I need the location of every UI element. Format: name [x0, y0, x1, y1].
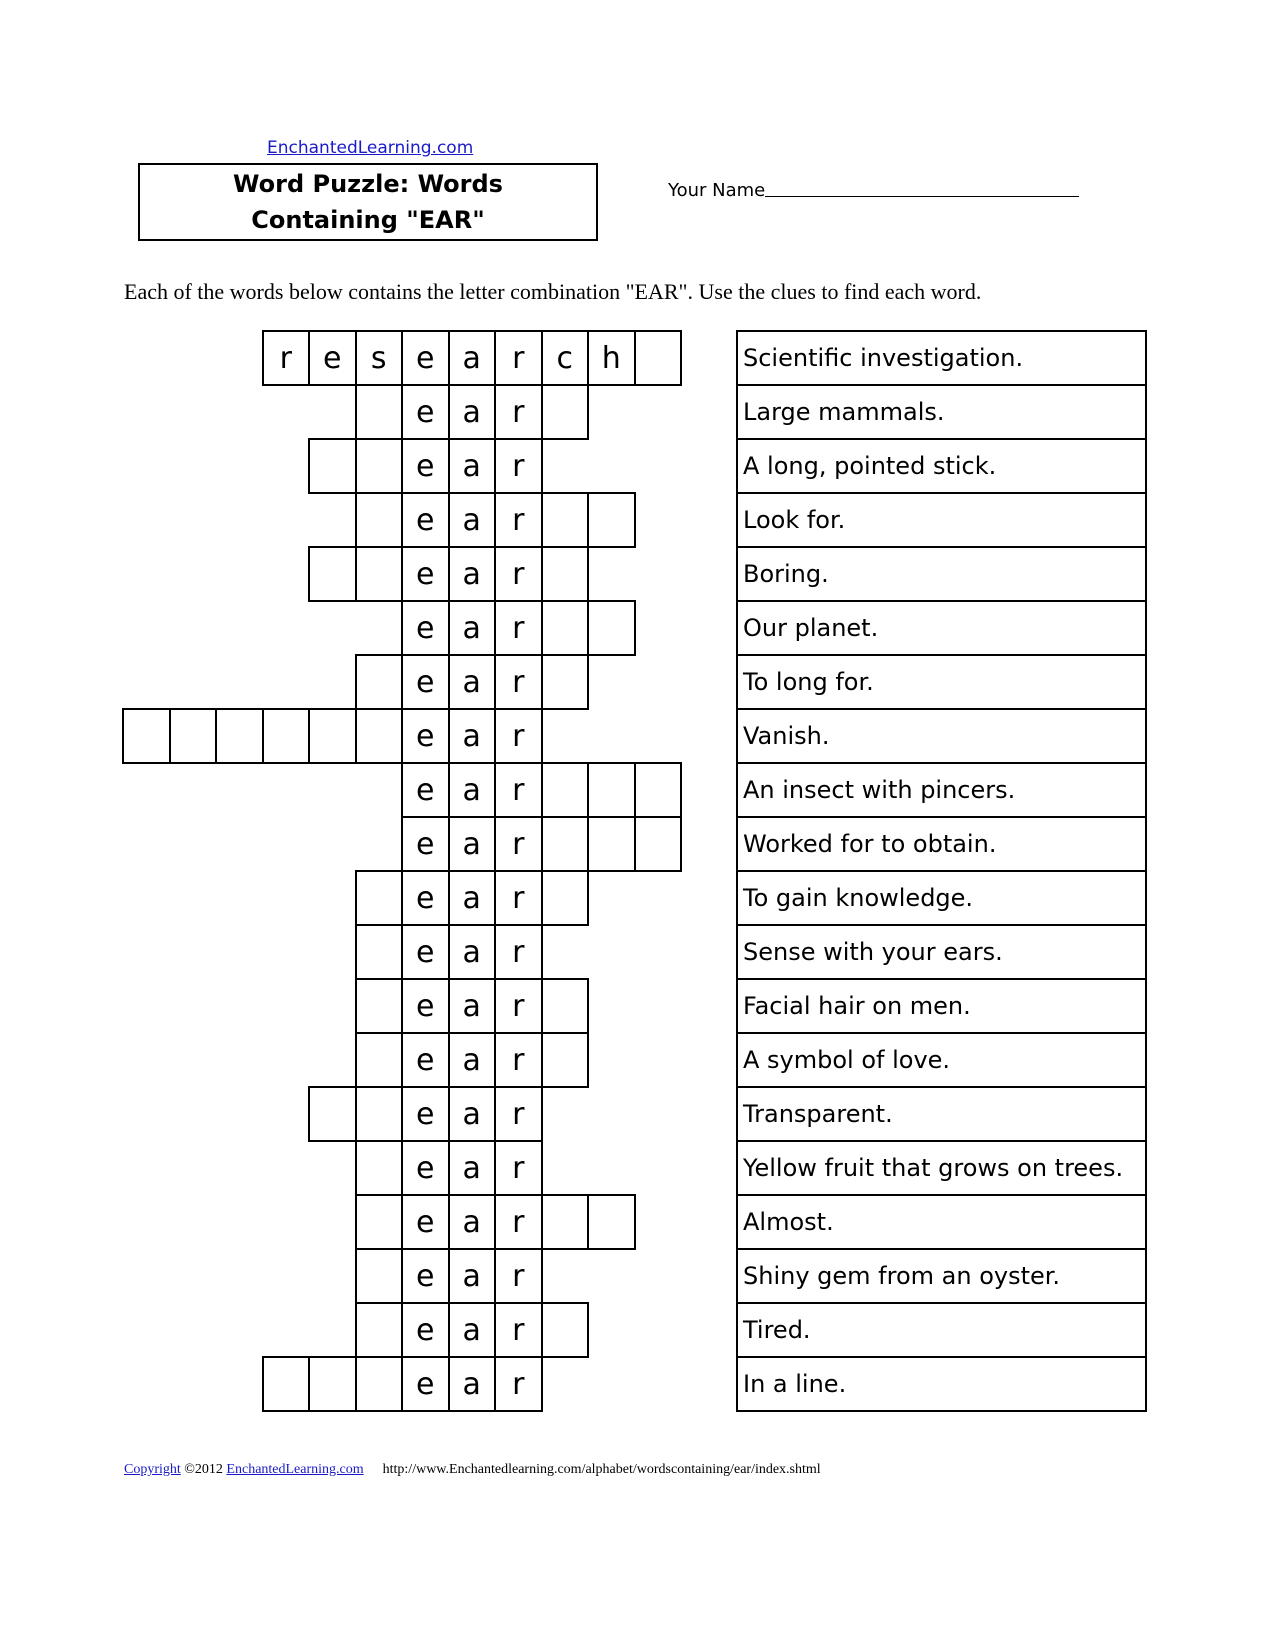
clue-text: Large mammals.: [736, 384, 1147, 440]
grid-letter-cell: r: [494, 816, 543, 872]
grid-blank-cell[interactable]: [355, 1248, 404, 1304]
grid-blank-cell[interactable]: [587, 1194, 636, 1250]
grid-blank-cell[interactable]: [355, 492, 404, 548]
grid-letter-cell: c: [541, 330, 590, 386]
grid-letter-cell: a: [448, 1194, 497, 1250]
grid-blank-cell[interactable]: [308, 546, 357, 602]
grid-letter-cell: a: [448, 1302, 497, 1358]
grid-letter-cell: a: [448, 330, 497, 386]
clue-text: Shiny gem from an oyster.: [736, 1248, 1147, 1304]
grid-letter-cell: r: [262, 330, 311, 386]
clue-text: Vanish.: [736, 708, 1147, 764]
clue-text: Boring.: [736, 546, 1147, 602]
grid-blank-cell[interactable]: [541, 870, 590, 926]
grid-blank-cell[interactable]: [587, 762, 636, 818]
grid-letter-cell: e: [401, 924, 450, 980]
grid-letter-cell: r: [494, 384, 543, 440]
grid-blank-cell[interactable]: [355, 384, 404, 440]
grid-letter-cell: a: [448, 762, 497, 818]
grid-letter-cell: e: [401, 384, 450, 440]
grid-blank-cell[interactable]: [308, 438, 357, 494]
grid-letter-cell: r: [494, 492, 543, 548]
grid-blank-cell[interactable]: [541, 600, 590, 656]
grid-blank-cell[interactable]: [308, 708, 357, 764]
clue-text: Scientific investigation.: [736, 330, 1147, 386]
grid-letter-cell: e: [401, 1194, 450, 1250]
grid-letter-cell: a: [448, 384, 497, 440]
clue-text: In a line.: [736, 1356, 1147, 1412]
grid-letter-cell: a: [448, 438, 497, 494]
grid-letter-cell: r: [494, 654, 543, 710]
clue-text: An insect with pincers.: [736, 762, 1147, 818]
grid-letter-cell: r: [494, 438, 543, 494]
grid-letter-cell: r: [494, 1194, 543, 1250]
copyright-year: ©2012: [184, 1462, 223, 1477]
grid-blank-cell[interactable]: [587, 492, 636, 548]
your-name-line[interactable]: [765, 196, 1079, 197]
grid-letter-cell: e: [401, 1140, 450, 1196]
grid-blank-cell[interactable]: [541, 546, 590, 602]
grid-blank-cell[interactable]: [355, 978, 404, 1034]
clue-text: A long, pointed stick.: [736, 438, 1147, 494]
your-name-label: Your Name: [668, 180, 766, 201]
grid-blank-cell[interactable]: [355, 1356, 404, 1412]
grid-letter-cell: e: [401, 1248, 450, 1304]
grid-letter-cell: e: [401, 1356, 450, 1412]
grid-blank-cell[interactable]: [541, 1194, 590, 1250]
grid-letter-cell: s: [355, 330, 404, 386]
grid-blank-cell[interactable]: [355, 708, 404, 764]
grid-letter-cell: e: [401, 600, 450, 656]
grid-letter-cell: e: [401, 330, 450, 386]
grid-letter-cell: a: [448, 1248, 497, 1304]
grid-letter-cell: a: [448, 1140, 497, 1196]
footer-site-link[interactable]: EnchantedLearning.com: [226, 1462, 364, 1477]
grid-letter-cell: r: [494, 870, 543, 926]
grid-blank-cell[interactable]: [355, 1194, 404, 1250]
clue-text: Transparent.: [736, 1086, 1147, 1142]
title-box: [138, 163, 598, 241]
grid-letter-cell: a: [448, 924, 497, 980]
grid-letter-cell: a: [448, 816, 497, 872]
grid-blank-cell[interactable]: [634, 330, 683, 386]
clue-text: Tired.: [736, 1302, 1147, 1358]
grid-blank-cell[interactable]: [355, 546, 404, 602]
clue-text: Worked for to obtain.: [736, 816, 1147, 872]
grid-letter-cell: e: [401, 1032, 450, 1088]
grid-blank-cell[interactable]: [541, 1302, 590, 1358]
grid-letter-cell: e: [308, 330, 357, 386]
grid-blank-cell[interactable]: [541, 1032, 590, 1088]
grid-letter-cell: r: [494, 924, 543, 980]
grid-blank-cell[interactable]: [262, 708, 311, 764]
clue-text: To gain knowledge.: [736, 870, 1147, 926]
grid-letter-cell: e: [401, 654, 450, 710]
grid-blank-cell[interactable]: [634, 816, 683, 872]
grid-letter-cell: r: [494, 330, 543, 386]
grid-letter-cell: e: [401, 870, 450, 926]
clue-text: Sense with your ears.: [736, 924, 1147, 980]
clue-text: Yellow fruit that grows on trees.: [736, 1140, 1147, 1196]
grid-blank-cell[interactable]: [308, 1086, 357, 1142]
grid-letter-cell: r: [494, 978, 543, 1034]
grid-blank-cell[interactable]: [355, 870, 404, 926]
grid-letter-cell: a: [448, 1356, 497, 1412]
grid-blank-cell[interactable]: [541, 492, 590, 548]
grid-blank-cell[interactable]: [355, 924, 404, 980]
grid-letter-cell: r: [494, 1248, 543, 1304]
grid-blank-cell[interactable]: [587, 600, 636, 656]
grid-letter-cell: e: [401, 1302, 450, 1358]
grid-blank-cell[interactable]: [355, 1140, 404, 1196]
clue-text: Our planet.: [736, 600, 1147, 656]
grid-letter-cell: a: [448, 1032, 497, 1088]
grid-blank-cell[interactable]: [541, 384, 590, 440]
footer: [124, 1462, 821, 1478]
grid-letter-cell: r: [494, 762, 543, 818]
grid-letter-cell: e: [401, 762, 450, 818]
grid-blank-cell[interactable]: [355, 1302, 404, 1358]
clue-text: To long for.: [736, 654, 1147, 710]
grid-blank-cell[interactable]: [587, 816, 636, 872]
clue-text: Look for.: [736, 492, 1147, 548]
grid-letter-cell: a: [448, 1086, 497, 1142]
grid-letter-cell: r: [494, 708, 543, 764]
grid-blank-cell[interactable]: [541, 978, 590, 1034]
footer-url: http://www.Enchantedlearning.com/alphabet/wordscontaining/ear/index.shtml: [382, 1462, 821, 1477]
grid-letter-cell: e: [401, 438, 450, 494]
grid-letter-cell: e: [401, 816, 450, 872]
grid-letter-cell: a: [448, 546, 497, 602]
grid-letter-cell: h: [587, 330, 636, 386]
grid-letter-cell: a: [448, 708, 497, 764]
grid-letter-cell: a: [448, 492, 497, 548]
grid-letter-cell: r: [494, 1032, 543, 1088]
grid-blank-cell[interactable]: [215, 708, 264, 764]
grid-letter-cell: a: [448, 978, 497, 1034]
grid-blank-cell[interactable]: [169, 708, 218, 764]
grid-letter-cell: a: [448, 654, 497, 710]
grid-blank-cell[interactable]: [308, 1356, 357, 1412]
grid-blank-cell[interactable]: [541, 654, 590, 710]
grid-blank-cell[interactable]: [634, 762, 683, 818]
grid-letter-cell: e: [401, 978, 450, 1034]
grid-blank-cell[interactable]: [355, 1086, 404, 1142]
instructions: Each of the words below contains the letter combination "EAR". Use the clues to find each word.: [124, 279, 982, 304]
grid-letter-cell: a: [448, 870, 497, 926]
grid-letter-cell: r: [494, 1086, 543, 1142]
grid-letter-cell: e: [401, 1086, 450, 1142]
grid-letter-cell: e: [401, 546, 450, 602]
grid-blank-cell[interactable]: [355, 1032, 404, 1088]
grid-letter-cell: r: [494, 1356, 543, 1412]
grid-blank-cell[interactable]: [541, 816, 590, 872]
grid-blank-cell[interactable]: [262, 1356, 311, 1412]
grid-letter-cell: e: [401, 492, 450, 548]
grid-letter-cell: r: [494, 1302, 543, 1358]
grid-letter-cell: a: [448, 600, 497, 656]
grid-letter-cell: r: [494, 1140, 543, 1196]
clue-text: A symbol of love.: [736, 1032, 1147, 1088]
clue-text: Almost.: [736, 1194, 1147, 1250]
page-title: Word Puzzle: Words Containing "EAR": [233, 170, 503, 234]
copyright-link[interactable]: Copyright: [124, 1462, 181, 1477]
grid-letter-cell: r: [494, 546, 543, 602]
grid-blank-cell[interactable]: [122, 708, 171, 764]
grid-blank-cell[interactable]: [541, 762, 590, 818]
grid-blank-cell[interactable]: [355, 438, 404, 494]
grid-blank-cell[interactable]: [355, 654, 404, 710]
grid-letter-cell: r: [494, 600, 543, 656]
grid-letter-cell: e: [401, 708, 450, 764]
clue-text: Facial hair on men.: [736, 978, 1147, 1034]
enchanted-learning-link[interactable]: EnchantedLearning.com: [267, 138, 474, 158]
